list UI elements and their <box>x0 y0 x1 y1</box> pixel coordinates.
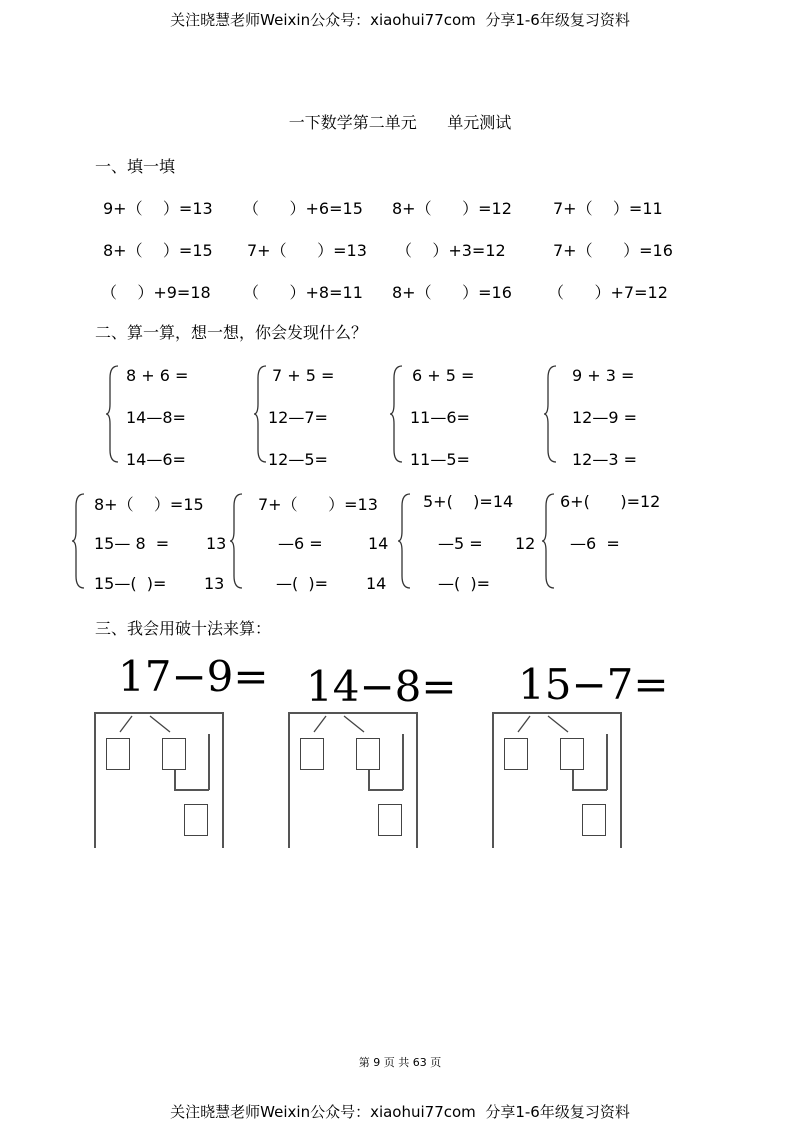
calc-a3-2: 11—6= <box>410 408 470 427</box>
calc-b4-1: 6+( )=12 <box>560 492 661 511</box>
calc-b1-num-1: 13 <box>206 534 227 553</box>
answer-box[interactable] <box>504 738 528 770</box>
section3-heading: 三、我会用破十法来算： <box>95 619 272 638</box>
calc-b1-3: 15—( )= <box>94 574 167 593</box>
brace-a4 <box>542 364 560 464</box>
calc-b3-3: —( )= <box>438 574 491 593</box>
answer-box[interactable] <box>162 738 186 770</box>
calc-b2-2: —6 = <box>278 534 323 553</box>
calc-a4-2: 12—9 = <box>572 408 638 427</box>
calc-a4-3: 12—3 = <box>572 450 638 469</box>
calc-a2-3: 12—5= <box>268 450 328 469</box>
answer-box[interactable] <box>106 738 130 770</box>
fill-q-1-4: 7+（ ）=11 <box>553 199 663 218</box>
calc-b3-1: 5+( )=14 <box>423 492 514 511</box>
brace-b1 <box>70 492 88 590</box>
calc-b2-num-1: 14 <box>368 534 389 553</box>
calc-a1-2: 14—8= <box>126 408 186 427</box>
calc-a2-2: 12—7= <box>268 408 328 427</box>
calc-b2-1: 7+（ ）=13 <box>258 495 378 514</box>
split-problem-3: 15−7= <box>518 660 669 709</box>
calc-b3-num-1: 12 <box>515 534 536 553</box>
calc-a3-3: 11—5= <box>410 450 470 469</box>
split-problem-2: 14−8= <box>306 662 457 711</box>
brace-b4 <box>540 492 558 590</box>
top-banner: 关注晓慧老师Weixin公众号：xiaohui77com 分享1-6年级复习资料 <box>170 11 630 29</box>
fill-q-2-1: 8+（ ）=15 <box>103 241 213 260</box>
fill-q-1-1: 9+（ ）=13 <box>103 199 213 218</box>
calc-a2-1: 7 + 5 = <box>272 366 335 385</box>
answer-box[interactable] <box>378 804 402 836</box>
brace-a3 <box>388 364 406 464</box>
fill-q-3-4: （ ）+7=12 <box>548 283 668 302</box>
brace-a1 <box>104 364 122 464</box>
brace-b2 <box>228 492 246 590</box>
fill-q-1-2: （ ）+6=15 <box>243 199 363 218</box>
bottom-banner: 关注晓慧老师Weixin公众号：xiaohui77com 分享1-6年级复习资料 <box>170 1103 630 1121</box>
calc-b4-2: —6 = <box>570 534 620 553</box>
fill-q-3-3: 8+（ ）=16 <box>392 283 512 302</box>
section2-heading: 二、算一算，想一想，你会发现什么？ <box>95 323 368 342</box>
answer-box[interactable] <box>300 738 324 770</box>
fill-q-3-1: （ ）+9=18 <box>101 283 211 302</box>
split-problem-1: 17−9= <box>118 652 269 701</box>
calc-b1-num-2: 13 <box>204 574 225 593</box>
calc-a1-1: 8 + 6 = <box>126 366 189 385</box>
section1-heading: 一、填一填 <box>95 157 176 176</box>
calc-b3-2: —5 = <box>438 534 483 553</box>
fill-q-2-4: 7+（ ）=16 <box>553 241 673 260</box>
page-title: 一下数学第二单元 单元测试 <box>288 113 512 132</box>
page-number: 第 9 页 共 63 页 <box>358 1056 442 1069</box>
fill-q-2-3: （ ）+3=12 <box>396 241 506 260</box>
brace-b3 <box>396 492 414 590</box>
fill-q-3-2: （ ）+8=11 <box>243 283 363 302</box>
answer-box[interactable] <box>184 804 208 836</box>
answer-box[interactable] <box>356 738 380 770</box>
calc-a1-3: 14—6= <box>126 450 186 469</box>
calc-a4-1: 9 + 3 = <box>572 366 635 385</box>
fill-q-1-3: 8+（ ）=12 <box>392 199 512 218</box>
answer-box[interactable] <box>582 804 606 836</box>
answer-box[interactable] <box>560 738 584 770</box>
fill-q-2-2: 7+（ ）=13 <box>247 241 367 260</box>
calc-b1-1: 8+（ ）=15 <box>94 495 204 514</box>
calc-b2-num-2: 14 <box>366 574 387 593</box>
calc-b2-3: —( )= <box>276 574 329 593</box>
calc-a3-1: 6 + 5 = <box>412 366 475 385</box>
calc-b1-2: 15— 8 = <box>94 534 170 553</box>
